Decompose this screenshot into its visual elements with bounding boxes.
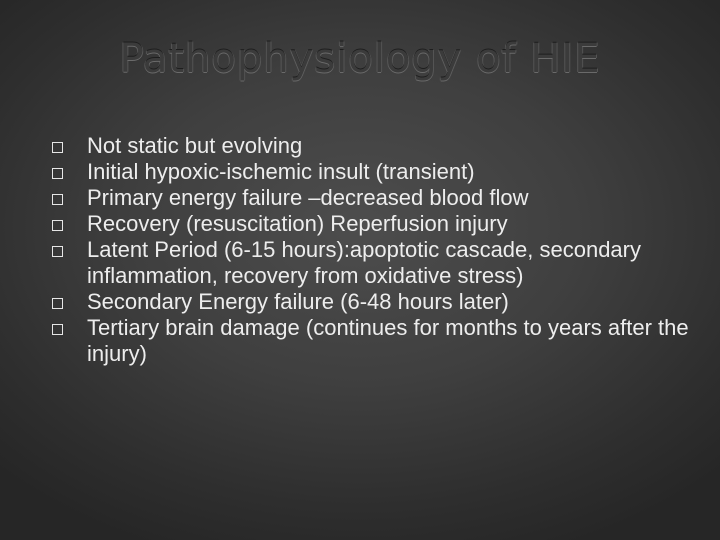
bullet-item (52, 159, 692, 185)
bullet-text: Latent Period (6-15 hours):apoptotic cascade, secondary inflammation, recovery from oxidative stress) (87, 237, 641, 288)
slide-title: Pathophysiology of HIE (119, 36, 601, 82)
square-bullet-icon (52, 298, 63, 309)
bullet-text: Secondary Energy failure (6-48 hours later) (87, 289, 509, 314)
bullet-item (52, 237, 692, 289)
bullet-list (52, 133, 692, 367)
bullet-text: Initial hypoxic-ischemic insult (transient) (87, 159, 475, 184)
square-bullet-icon (52, 168, 63, 179)
bullet-item (52, 211, 692, 237)
square-bullet-icon (52, 142, 63, 153)
bullet-text: Not static but evolving (87, 133, 303, 158)
square-bullet-icon (52, 246, 63, 257)
bullet-text: Tertiary brain damage (continues for months to years after the injury) (87, 315, 689, 366)
square-bullet-icon (52, 220, 63, 231)
bullet-item (52, 185, 692, 211)
bullet-text: Primary energy failure –decreased blood flow (87, 185, 529, 210)
square-bullet-icon (52, 194, 63, 205)
bullet-item (52, 289, 692, 315)
bullet-item (52, 133, 692, 159)
bullet-text: Recovery (resuscitation) Reperfusion injury (87, 211, 508, 236)
bullet-item (52, 315, 692, 367)
square-bullet-icon (52, 324, 63, 335)
